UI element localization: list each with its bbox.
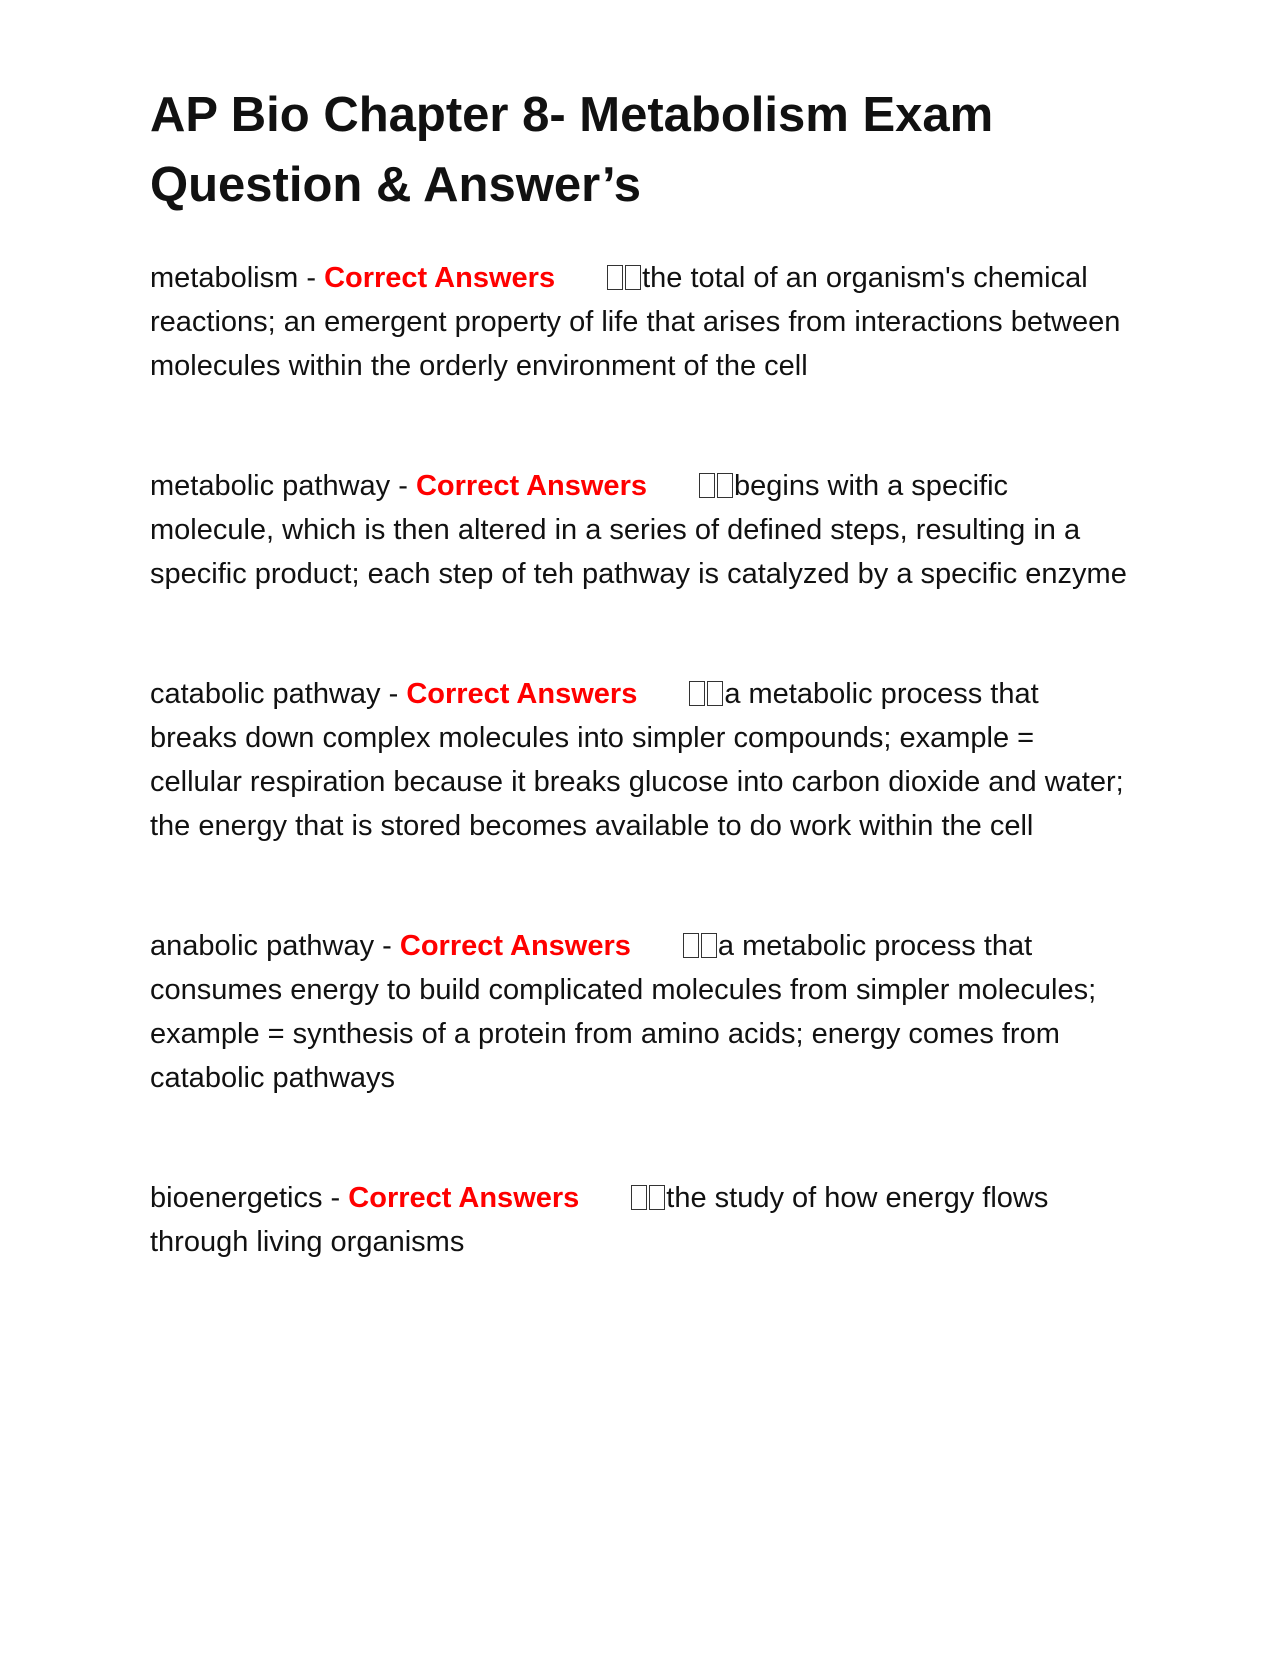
definition: begins with a specific molecule, which is then altered in a series of defined steps, resulting in a specific product; each step of teh pathway is catalyzed by a specific enzyme (150, 470, 1127, 590)
term: bioenergetics (150, 1182, 323, 1214)
correct-answers-label: Correct Answers (406, 678, 638, 710)
missing-glyph-box-icon (683, 933, 699, 958)
document-page (150, 80, 1130, 1340)
definition: a metabolic process that consumes energy to build complicated molecules from simpler molecules; example = synthesis of a protein from amino acids; energy comes from catabolic pathways (150, 930, 1097, 1094)
correct-answers-label: Correct Answers (415, 470, 647, 502)
separator: - (374, 930, 400, 962)
definition: the study of how energy flows through living organisms (150, 1182, 1049, 1258)
correct-answers-label: Correct Answers (324, 262, 556, 294)
missing-glyph-box-icon (607, 265, 623, 290)
qa-entry-catabolic-pathway (150, 672, 1130, 848)
term: metabolic pathway (150, 470, 391, 502)
term: metabolism (150, 262, 299, 294)
missing-glyph-box-icon (701, 933, 717, 958)
missing-glyph-box-icon (625, 265, 641, 290)
correct-answers-label: Correct Answers (348, 1182, 580, 1214)
missing-glyph-box-icon (649, 1185, 665, 1210)
separator: - (322, 1182, 349, 1214)
missing-glyph-box-icon (707, 681, 723, 706)
separator: - (390, 470, 416, 502)
qa-entry-anabolic-pathway (150, 924, 1130, 1100)
correct-answers-label: Correct Answers (399, 930, 631, 962)
qa-entry-metabolism (150, 256, 1130, 388)
missing-glyph-box-icon (631, 1185, 647, 1210)
missing-glyph-box-icon (717, 473, 733, 498)
separator: - (380, 678, 407, 710)
qa-entry-bioenergetics (150, 1176, 1130, 1264)
definition: a metabolic process that breaks down complex molecules into simpler compounds; example = cellular respiration because it breaks glucose into carbon dioxide and water; the energy that is stored becomes available to do work within the cell (150, 678, 1124, 842)
missing-glyph-box-icon (689, 681, 705, 706)
qa-entry-metabolic-pathway (150, 464, 1130, 596)
term: anabolic pathway (150, 930, 375, 962)
separator: - (298, 262, 325, 294)
definition: the total of an organism's chemical reactions; an emergent property of life that arises from interactions between molecules within the orderly environment of the cell (150, 262, 1121, 382)
term: catabolic pathway (150, 678, 381, 710)
missing-glyph-box-icon (699, 473, 715, 498)
page-title: AP Bio Chapter 8- Metabolism Exam Question & Answer’s (150, 88, 994, 212)
